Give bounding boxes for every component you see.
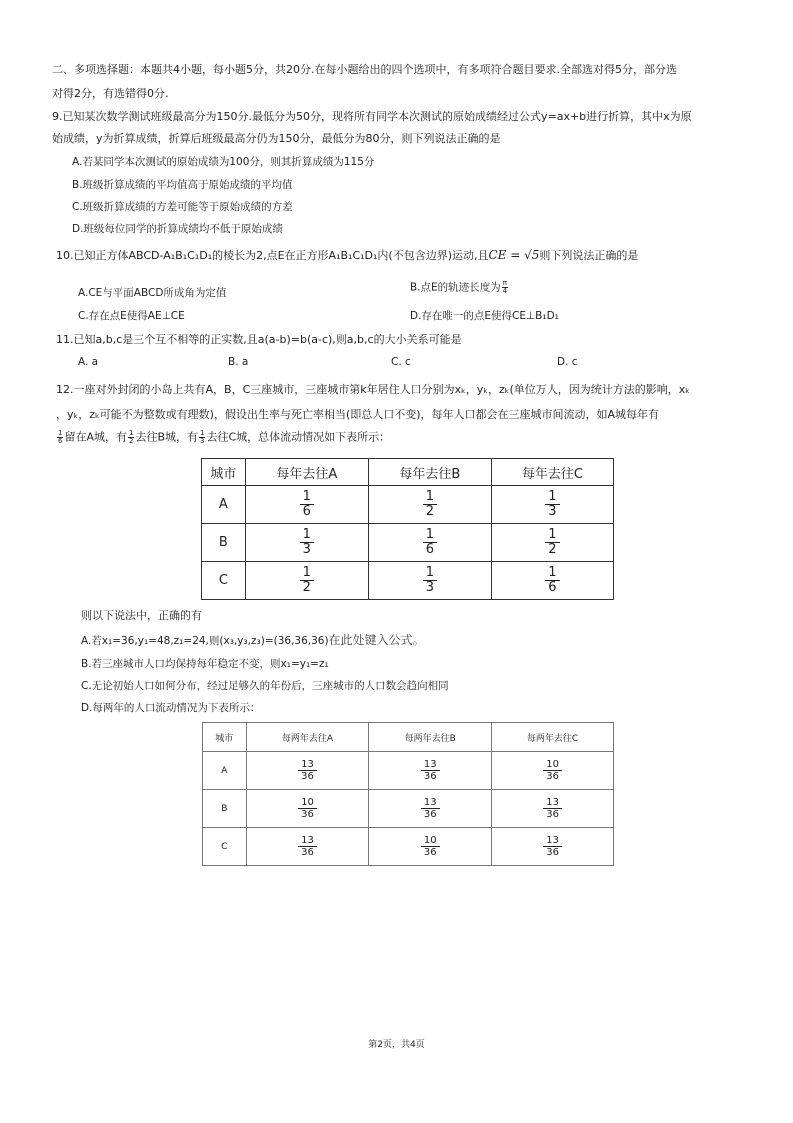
- flow-table-yearly: [201, 458, 614, 600]
- table-row: [202, 562, 614, 600]
- fraction-numerator: 1: [300, 490, 314, 505]
- fraction-denominator: 36: [546, 771, 559, 782]
- table-row: [203, 752, 614, 790]
- table-header-cell: 每两年去往C: [492, 723, 614, 752]
- table-cell: [491, 562, 613, 600]
- table-fraction: [423, 490, 437, 520]
- table-fraction: [545, 528, 559, 558]
- q11-option-a: A. a: [78, 356, 99, 368]
- table-row: [203, 828, 614, 866]
- fraction-denominator: 36: [546, 847, 559, 858]
- fraction-denominator: 4: [502, 287, 508, 295]
- fraction-numerator: 10: [543, 759, 562, 771]
- table-fraction: [543, 835, 562, 858]
- table-cell: [368, 562, 491, 600]
- q11-stem: 11.已知a,b,c是三个互不相等的正实数,且a(a-b)=b(a-c),则a,b,c的大小关系可能是: [56, 333, 462, 346]
- fraction-numerator: 1: [58, 429, 63, 437]
- table-cell: [492, 752, 614, 790]
- fraction-denominator: 36: [301, 809, 314, 820]
- fraction-numerator: 1: [129, 429, 134, 437]
- q10-stem-after: 则下列说法正确的是: [539, 249, 639, 262]
- q10-option-b-text: B.点E的轨迹长度为: [410, 281, 501, 294]
- fraction-numerator: 13: [298, 759, 317, 771]
- table-city-cell: B: [203, 790, 247, 828]
- fraction-denominator: 36: [301, 771, 314, 782]
- fraction-numerator: 1: [423, 528, 437, 543]
- fraction-numerator: 1: [300, 528, 314, 543]
- q10-option-b-fraction: [502, 280, 508, 295]
- q10-option-d: D.存在唯一的点E使得CE⊥B₁D₁: [410, 310, 559, 322]
- table-cell: [246, 828, 369, 866]
- q10-option-a: A.CE与平面ABCD所成角为定值: [78, 287, 227, 299]
- fraction-numerator: 1: [545, 528, 559, 543]
- fraction-denominator: 6: [58, 437, 63, 445]
- q10-formula: CE = √5: [488, 248, 540, 262]
- q12-stem-line3-text2: 去往B城，有: [135, 430, 199, 444]
- flow-table-biennial: [202, 722, 614, 866]
- table-cell: [369, 828, 492, 866]
- table-header-cell: 城市: [203, 723, 247, 752]
- table-fraction: [300, 566, 314, 596]
- fraction-denominator: 2: [548, 542, 557, 557]
- q10-option-b: [410, 280, 509, 295]
- fraction-numerator: 1: [423, 566, 437, 581]
- fraction-numerator: 13: [421, 759, 440, 771]
- table-city-cell: B: [202, 524, 246, 562]
- q12-option-a: [81, 633, 425, 648]
- q12-option-b: B.若三座城市人口均保持每年稳定不变，则x₁=y₁=z₁: [81, 658, 329, 670]
- table-header-cell: 每年去往C: [491, 459, 613, 486]
- q12-lead: 则以下说法中，正确的有: [81, 609, 202, 622]
- q12-fraction-2: [128, 430, 134, 445]
- fraction-numerator: 1: [423, 490, 437, 505]
- fraction-denominator: 6: [425, 542, 434, 557]
- q12-fraction-3: [199, 430, 205, 445]
- q9-stem-line2: 始成绩，y为折算成绩，折算后班级最高分仍为150分，最低分为80分，则下列说法正确的是: [52, 132, 501, 145]
- q11-option-b: B. a: [228, 356, 249, 368]
- q9-option-b: B.班级折算成绩的平均值高于原始成绩的平均值: [72, 179, 293, 191]
- table-row: [202, 486, 614, 524]
- table-cell: [492, 790, 614, 828]
- fraction-denominator: 6: [548, 580, 557, 595]
- table-fraction: [423, 566, 437, 596]
- q12-option-a-text: A.若x₁=36,y₁=48,z₁=24,则(x₃,y₃,z₃)=(36,36,36): [81, 635, 329, 647]
- fraction-denominator: 36: [546, 809, 559, 820]
- table-fraction: [421, 835, 440, 858]
- fraction-numerator: 1: [545, 490, 559, 505]
- table-header-cell: 每两年去往B: [369, 723, 492, 752]
- fraction-numerator: 13: [298, 835, 317, 847]
- fraction-numerator: 1: [545, 566, 559, 581]
- table-fraction: [423, 528, 437, 558]
- table-cell: [368, 486, 491, 524]
- table-header-row: [203, 723, 614, 752]
- table-header-cell: 每年去往B: [368, 459, 491, 486]
- table-cell: [369, 790, 492, 828]
- table-header-cell: 每年去往A: [245, 459, 368, 486]
- table-fraction: [300, 490, 314, 520]
- table-cell: [368, 524, 491, 562]
- q12-stem-line2: ，yₖ，zₖ可能不为整数或有理数)，假设出生率与死亡率相当(即总人口不变)，每年人口都会在三座城市间流动，如A城每年有: [56, 408, 660, 421]
- q12-stem-line3-text1: 留在A城，有: [64, 430, 127, 444]
- q12-option-d: D.每两年的人口流动情况为下表所示：: [81, 702, 261, 714]
- fraction-numerator: 1: [300, 566, 314, 581]
- table-fraction: [298, 797, 317, 820]
- q11-option-d: D. c: [557, 356, 578, 368]
- q12-option-c: C.无论初始人口如何分布，经过足够久的年份后，三座城市的人口数会趋向相同: [81, 680, 449, 692]
- fraction-denominator: 2: [425, 504, 434, 519]
- table-fraction: [298, 835, 317, 858]
- table-row: [202, 524, 614, 562]
- q11-option-c: C. c: [391, 356, 411, 368]
- q10-stem-before: 10.已知正方体ABCD-A₁B₁C₁D₁的棱长为2,点E在正方形A₁B₁C₁D₁内(不包含边界)运动,且: [56, 249, 489, 262]
- table-fraction: [543, 759, 562, 782]
- fraction-numerator: 10: [421, 835, 440, 847]
- table-header-row: [202, 459, 614, 486]
- table-fraction: [298, 759, 317, 782]
- fraction-numerator: 13: [421, 797, 440, 809]
- table-cell: [245, 486, 368, 524]
- table-header-cell: 每两年去往A: [246, 723, 369, 752]
- q10-option-c: C.存在点E使得AE⊥CE: [78, 310, 185, 322]
- fraction-denominator: 2: [129, 437, 134, 445]
- page-footer: 第2页，共4页: [368, 1040, 425, 1050]
- q9-stem-line1: 9.已知某次数学测试班级最高分为150分.最低分为50分，现将所有同学本次测试的原始成绩经过公式y=ax+b进行折算，其中x为原: [52, 110, 692, 123]
- q9-option-a: A.若某同学本次测试的原始成绩为100分，则其折算成绩为115分: [72, 156, 375, 168]
- table-fraction: [421, 759, 440, 782]
- fraction-denominator: 3: [302, 542, 311, 557]
- table-cell: [246, 752, 369, 790]
- fraction-denominator: 3: [200, 437, 205, 445]
- q12-stem-line1: 12.一座对外封闭的小岛上共有A，B，C三座城市，三座城市第k年居住人口分别为xₖ，yₖ，zₖ(单位万人，因为统计方法的影响，xₖ: [56, 383, 690, 396]
- fraction-numerator: 10: [298, 797, 317, 809]
- fraction-denominator: 3: [425, 580, 434, 595]
- fraction-denominator: 36: [423, 809, 437, 820]
- fraction-numerator: 13: [543, 835, 562, 847]
- table-fraction: [543, 797, 562, 820]
- table-row: [203, 790, 614, 828]
- section-header-line1: 二、多项选择题：本题共4小题，每小题5分，共20分.在每小题给出的四个选项中，有多项符合题目要求.全部选对得5分，部分选: [52, 63, 677, 76]
- table-city-cell: A: [202, 486, 246, 524]
- fraction-denominator: 36: [423, 771, 437, 782]
- q9-option-c: C.班级折算成绩的方差可能等于原始成绩的方差: [72, 201, 293, 213]
- fraction-denominator: 36: [301, 847, 314, 858]
- fraction-denominator: 2: [302, 580, 311, 595]
- q10-stem: [56, 248, 638, 263]
- table-cell: [492, 828, 614, 866]
- q12-stem-line3: [56, 430, 390, 445]
- table-fraction: [545, 490, 559, 520]
- table-cell: [245, 562, 368, 600]
- table-city-cell: A: [203, 752, 247, 790]
- table-city-cell: C: [203, 828, 247, 866]
- q12-stem-line3-text3: 去往C城，总体流动情况如下表所示：: [206, 430, 391, 444]
- fraction-denominator: 6: [302, 504, 311, 519]
- fraction-denominator: 3: [548, 504, 557, 519]
- table-header-cell: 城市: [202, 459, 246, 486]
- table-cell: [491, 486, 613, 524]
- fraction-denominator: 36: [423, 847, 437, 858]
- q9-option-d: D.班级每位同学的折算成绩均不低于原始成绩: [72, 223, 283, 235]
- fraction-numerator: 13: [543, 797, 562, 809]
- table-cell: [491, 524, 613, 562]
- table-cell: [369, 752, 492, 790]
- table-fraction: [545, 566, 559, 596]
- q12-fraction-1: [57, 430, 63, 445]
- table-cell: [245, 524, 368, 562]
- table-fraction: [421, 797, 440, 820]
- q12-option-a-placeholder: 在此处键入公式。: [328, 633, 425, 647]
- table-fraction: [300, 528, 314, 558]
- table-city-cell: C: [202, 562, 246, 600]
- section-header-line2: 对得2分，有选错得0分.: [52, 87, 169, 100]
- fraction-numerator: 1: [200, 429, 205, 437]
- fraction-numerator: π: [502, 279, 507, 287]
- table-cell: [246, 790, 369, 828]
